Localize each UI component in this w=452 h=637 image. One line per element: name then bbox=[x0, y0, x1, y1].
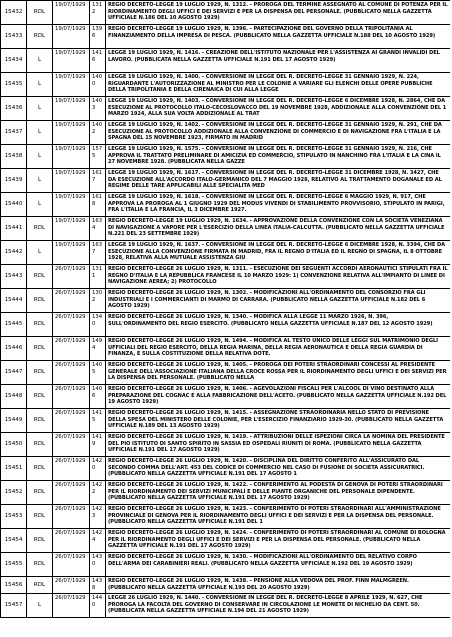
act-type: RDL bbox=[27, 265, 53, 289]
act-description: LEGGE 19 LUGLIO 1929, N. 1617. - CONVERSIONE IN LEGGE DEL R. DECRETO-LEGGE 31 DICEMBRE 1928, N. 3427, CHE DA ESECUZIONE ALL'ACCORDO ITALO-GERMANICO DEL 7 MAGGIO 1928, RELATIVO AL TRATTAMENTO DOGANALE ED AL REGIME DELLE TARE APPLICABILI ALLE SPECIALITA MED bbox=[106, 169, 451, 193]
act-date: 26/07/1929 bbox=[53, 505, 90, 529]
act-number: 1440 bbox=[90, 594, 106, 618]
record-id: 15448 bbox=[1, 385, 27, 409]
act-number: 1438 bbox=[90, 577, 106, 594]
act-description: REGIO DECRETO-LEGGE 26 LUGLIO 1929, N. 1438. - PENSIONE ALLA VEDOVA DEL PROF. FINN MALMGREEN. (PUBBLICATO NELLA GAZZETTA UFFICIALE N.193 DEL 20 AGOSTO 1929) bbox=[106, 577, 451, 594]
act-description: LEGGE 19 LUGLIO 1929, N. 1575. - CONVERSIONE IN LEGGE DEL R. DECRETO-LEGGE 31 GENNAIO 1929, N. 216, CHE APPROVA IL TRATTATO PRELIMINARE DI AMICIZIA ED COMMERCIO, STIPULATO IN NANCHINO FRA L'ITALIA E LA CINA IL 27 NOVEMBRE 1928. (PUBBLICATA NELLA GAZZE bbox=[106, 145, 451, 169]
record-id: 15456 bbox=[1, 577, 27, 594]
record-id: 15436 bbox=[1, 97, 27, 121]
table-row bbox=[1, 385, 451, 409]
act-description: REGIO DECRETO-LEGGE 26 LUGLIO 1929, N. 1420. - DISCIPLINA DEL DIRITTO CONFERITO ALL'ASSICURATO DAL SECONDO COMMA DELL'ART. 453 DEL CODICE DI COMMERCIO NEL CASO DI FUSIONE DI SOCIETA ASSICURATRICI. (PUBBLICATO NELLA GAZZETTA UFFICIALE N.191 DEL 17 AGOSTO 1 bbox=[106, 457, 451, 481]
act-date: 19/07/1929 bbox=[53, 145, 90, 169]
table-row bbox=[1, 577, 451, 594]
act-number: 1634 bbox=[90, 217, 106, 241]
record-id: 15438 bbox=[1, 145, 27, 169]
table-row bbox=[1, 457, 451, 481]
record-id: 15434 bbox=[1, 49, 27, 73]
record-id: 15454 bbox=[1, 529, 27, 553]
act-number: 1400 bbox=[90, 73, 106, 97]
act-number: 1637 bbox=[90, 241, 106, 265]
act-type: L bbox=[27, 97, 53, 121]
act-date: 26/07/1929 bbox=[53, 433, 90, 457]
act-number: 1618 bbox=[90, 193, 106, 217]
act-number: 1415 bbox=[90, 409, 106, 433]
act-description: REGIO DECRETO-LEGGE 19 LUGLIO 1929, N. 1634. - APPROVAZIONE DELLA CONVENZIONE CON LA SOCIETA VENEZIANA DI NAVIGAZIONE A VAPORE PER L'ESERCIZIO DELLA LINEA ITALIA-CALCUTTA. (PUBBLICATO NELLA GAZZETTA UFFICIALE N.221 DEL 23 SETTEMBRE 1929) bbox=[106, 217, 451, 241]
act-date: 26/07/1929 bbox=[53, 265, 90, 289]
act-description: REGIO DECRETO-LEGGE 26 LUGLIO 1929, N. 1405. - PROROGA DEI POTERI STRAORDINARI CONCESSI AL PRESIDENTE GENERALE DELL'ASSOCIAZIONE ITALIANA DELLA CROCE ROSSA PER IL RIORDINAMENTO DEGLI UFFICI E DEI SERVIZI PER LA DISPENSA DEL PERSONALE. (PUBBLICATO NELLA bbox=[106, 361, 451, 385]
act-date: 26/07/1929 bbox=[53, 409, 90, 433]
act-type: L bbox=[27, 169, 53, 193]
act-type: RDL bbox=[27, 433, 53, 457]
record-id: 15455 bbox=[1, 553, 27, 577]
act-date: 26/07/1929 bbox=[53, 289, 90, 313]
act-date: 19/07/1929 bbox=[53, 73, 90, 97]
record-id: 15444 bbox=[1, 289, 27, 313]
act-date: 26/07/1929 bbox=[53, 337, 90, 361]
record-id: 15442 bbox=[1, 241, 27, 265]
table-row bbox=[1, 169, 451, 193]
act-date: 19/07/1929 bbox=[53, 193, 90, 217]
act-type: RDL bbox=[27, 529, 53, 553]
table-row bbox=[1, 505, 451, 529]
table-row bbox=[1, 433, 451, 457]
table-row bbox=[1, 594, 451, 618]
table-row bbox=[1, 73, 451, 97]
act-number: 1396 bbox=[90, 25, 106, 49]
act-type: RDL bbox=[27, 505, 53, 529]
act-type: RDL bbox=[27, 361, 53, 385]
record-id: 15446 bbox=[1, 337, 27, 361]
act-description: REGIO DECRETO-LEGGE 26 LUGLIO 1929, N. 1311. - ESECUZIONE DEI SEGUENTI ACCORDI AERONAUTICI STIPULATI FRA IL REGNO D'ITALIA E LA REPUBBLICA FRANCESE IL 10 MARZO 1929: 1) CONVENZIONE RELATIVA ALL'IMPIANTO DI LINEE DI NAVIGAZIONE AEREA; 2) PROTOCOLLO bbox=[106, 265, 451, 289]
act-number: 1423 bbox=[90, 505, 106, 529]
record-id: 15457 bbox=[1, 594, 27, 618]
act-type: RDL bbox=[27, 457, 53, 481]
act-description: REGIO DECRETO-LEGGE 26 LUGLIO 1929, N. 1406. - AGEVOLAZIONI FISCALI PER L'ALCOOL DI VINO DESTINATO ALLA PREPARAZIONE DEL COGNAC E ALLA FABBRICAZIONE DELL'ACETO. (PUBBLICATO NELLA GAZZETTA UFFICIALE N.192 DEL 19 AGOSTO 1929) bbox=[106, 385, 451, 409]
act-type: L bbox=[27, 193, 53, 217]
act-date: 19/07/1929 bbox=[53, 49, 90, 73]
act-number: 1494 bbox=[90, 337, 106, 361]
table-row bbox=[1, 337, 451, 361]
table-row bbox=[1, 241, 451, 265]
record-id: 15449 bbox=[1, 409, 27, 433]
act-number: 1406 bbox=[90, 385, 106, 409]
act-description: LEGGE 26 LUGLIO 1929, N. 1440. - CONVERSIONE IN LEGGE DEL R. DECRETO-LEGGE 8 APRILE 1929, N. 627, CHE PROROGA LA FACOLTA DEL GOVERNO DI CONSERVARE IN CIRCOLAZIONE LE MONETE DI NICHELIO DA CENT. 50. (PUBBLICATA NELLA GAZZETTA UFFICIALE N.194 DEL 21 AGOSTO 1929) bbox=[106, 594, 451, 618]
act-type: RDL bbox=[27, 553, 53, 577]
act-description: REGIO DECRETO-LEGGE 26 LUGLIO 1929, N. 1494. - MODIFICA AL TESTO UNICO DELLE LEGGI SUL MATRIMONIO DEGLI UFFICIALI DEL REGIO ESERCITO, DELLA REGIA MARINA, DELLA REGIA AERONAUTICA E DELLA REGIA GUARDIA DI FINANZA, E SULLA COSTITUZIONE DELLA RELATIVA DOTE. bbox=[106, 337, 451, 361]
act-type: RDL bbox=[27, 385, 53, 409]
act-type: RDL bbox=[27, 25, 53, 49]
record-id: 15451 bbox=[1, 457, 27, 481]
record-id: 15437 bbox=[1, 121, 27, 145]
table-row bbox=[1, 25, 451, 49]
act-type: RDL bbox=[27, 289, 53, 313]
act-number: 1430 bbox=[90, 553, 106, 577]
act-date: 26/07/1929 bbox=[53, 553, 90, 577]
act-number: 1311 bbox=[90, 265, 106, 289]
act-description: REGIO DECRETO-LEGGE 26 LUGLIO 1929, N. 1430. - MODIFICAZIONI ALL'ORDINAMENTO DEL RELATIVO CORPO DELL'ARMA DEI CARABINIERI REALI. (PUBBLICATO NELLA GAZZETTA UFFICIALE N.192 DEL 19 AGOSTO 1929) bbox=[106, 553, 451, 577]
act-date: 26/07/1929 bbox=[53, 361, 90, 385]
table-row bbox=[1, 217, 451, 241]
table-row bbox=[1, 265, 451, 289]
act-type: RDL bbox=[27, 409, 53, 433]
act-date: 19/07/1929 bbox=[53, 97, 90, 121]
record-id: 15435 bbox=[1, 73, 27, 97]
act-number: 1340 bbox=[90, 313, 106, 337]
record-id: 15447 bbox=[1, 361, 27, 385]
table-row bbox=[1, 193, 451, 217]
act-date: 19/07/1929 bbox=[53, 241, 90, 265]
act-date: 26/07/1929 bbox=[53, 577, 90, 594]
table-row bbox=[1, 361, 451, 385]
act-description: REGIO DECRETO-LEGGE 26 LUGLIO 1929, N. 1302. - MODIFICAZIONI ALL'ORDINAMENTO DEL CONSORZIO FRA GLI INDUSTRIALI E I COMMERCIANTI DI MARMO DI CARRARA. (PUBBLICATO NELLA GAZZETTA UFFICIALE N.182 DEL 6 AGOSTO 1929) bbox=[106, 289, 451, 313]
record-id: 15452 bbox=[1, 481, 27, 505]
act-description: REGIO DECRETO-LEGGE 26 LUGLIO 1929, N. 1340. - MODIFICA ALLA LEGGE 11 MARZO 1926, N. 396, SULL'ORDINAMENTO DEL REGIO ESERCITO. (PUBBLICATO NELLA GAZZETTA UFFICIALE N.187 DEL 12 AGOSTO 1929) bbox=[106, 313, 451, 337]
act-number: 1402 bbox=[90, 121, 106, 145]
table-row bbox=[1, 121, 451, 145]
act-description: REGIO DECRETO-LEGGE 19 LUGLIO 1929, N. 1396. - PARTECIPAZIONE DEL GOVERNO DELLA TRIPOLITANIA AL FINANZIAMENTO DELLA IMPRESA DI PESCA. (PUBBLICATO NELLA GAZZETTA UFFICIALE N.188 DEL 10 AGOSTO 1929) bbox=[106, 25, 451, 49]
act-date: 26/07/1929 bbox=[53, 481, 90, 505]
act-type: RDL bbox=[27, 337, 53, 361]
record-id: 15432 bbox=[1, 1, 27, 25]
act-date: 26/07/1929 bbox=[53, 313, 90, 337]
table-row bbox=[1, 289, 451, 313]
act-number: 1416 bbox=[90, 49, 106, 73]
act-date: 19/07/1929 bbox=[53, 1, 90, 25]
act-type: L bbox=[27, 121, 53, 145]
act-number: 1403 bbox=[90, 97, 106, 121]
act-type: RDL bbox=[27, 481, 53, 505]
act-number: 1424 bbox=[90, 529, 106, 553]
act-date: 19/07/1929 bbox=[53, 169, 90, 193]
act-description: LEGGE 19 LUGLIO 1929, N. 1403. - CONVERSIONE IN LEGGE DEL R. DECRETO-LEGGE 6 DICEMBRE 1928, N. 2864, CHE DA ESECUZIONE AL PROTOCOLLO ITALO-CECOSLOVACCO DEL 19 NOVEMBRE 1928, ADDIZIONALE ALLA CONVENZIONE DEL 1 MARZO 1924, ALLA SUA VOLTA ADDIZIONALE AL TRAT bbox=[106, 97, 451, 121]
table-row bbox=[1, 1, 451, 25]
act-date: 26/07/1929 bbox=[53, 594, 90, 618]
table-row bbox=[1, 529, 451, 553]
record-id: 15439 bbox=[1, 169, 27, 193]
act-description: REGIO DECRETO-LEGGE 19 LUGLIO 1929, N. 1312. - PROROGA DEL TERMINE ASSEGNATO AL COMUNE DI POTENZA PER IL RIORDINAMENTO DEGLI UFFICI E DEI SERVIZI E PER LA DISPENSA DEL PERSONALE. (PUBBLICATO NELLA GAZZETTA UFFICIALE N.186 DEL 10 AGOSTO 1929) bbox=[106, 1, 451, 25]
act-type: RDL bbox=[27, 1, 53, 25]
record-id: 15450 bbox=[1, 433, 27, 457]
table-row bbox=[1, 481, 451, 505]
table-row bbox=[1, 313, 451, 337]
act-number: 1420 bbox=[90, 457, 106, 481]
table-row bbox=[1, 409, 451, 433]
table-row bbox=[1, 97, 451, 121]
act-type: L bbox=[27, 49, 53, 73]
act-type: RDL bbox=[27, 577, 53, 594]
table-row bbox=[1, 145, 451, 169]
act-date: 19/07/1929 bbox=[53, 121, 90, 145]
act-date: 26/07/1929 bbox=[53, 457, 90, 481]
act-description: REGIO DECRETO-LEGGE 26 LUGLIO 1929, N. 1424. - CONFERIMENTO DI POTERI STRAORDINARI AL COMUNE DI BOLOGNA PER IL RIORDINAMENTO DEGLI UFFICI E DEI SERVIZI E PER LA DISPENSA DEL PERSONALE. (PUBBLICATO NELLA GAZZETTA UFFICIALE N.191 DEL 17 AGOSTO 1929) bbox=[106, 529, 451, 553]
act-description: LEGGE 19 LUGLIO 1929, N. 1402. - CONVERSIONE IN LEGGE DEL R. DECRETO-LEGGE 31 GENNAIO 1929, N. 291, CHE DA ESECUZIONE AL PROTOCOLLO ADDIZIONALE ALLA CONVENZIONE DI COMMERCIO E DI NAVIGAZIONE FRA L'ITALIA E LA SPAGNA DEL 15 NOVEMBRE 1923, FIRMATO IN MADRID bbox=[106, 121, 451, 145]
act-type: L bbox=[27, 73, 53, 97]
act-description: REGIO DECRETO-LEGGE 26 LUGLIO 1929, N. 1419. - ATTRIBUZIONI DELLE ISPEZIONI CIRCA LA NOMINA DEL PRESIDENTE DEL PIO ISTITUTO DI SANTO SPIRITO IN SASSIA ED OSPEDALI RIUNITI DI ROMA. (PUBBLICATO NELLA GAZZETTA UFFICIALE N.191 DEL 17 AGOSTO 1929) bbox=[106, 433, 451, 457]
act-description: LEGGE 19 LUGLIO 1929, N. 1618. - CONVERSIONE IN LEGGE DEL R. DECRETO-LEGGE 6 MAGGIO 1929, N. 917, CHE APPROVA LA PROROGA AL 1 GIUGNO 1929 DEL MODUS VIVENDI DI STABILIMENTO PROVVISORIO, STIPULATO IN PARIGI, FRA L'ITALIA E LA FRANCIA, IL 3 DICEMBRE 1927. bbox=[106, 193, 451, 217]
act-type: L bbox=[27, 145, 53, 169]
act-description: LEGGE 19 LUGLIO 1929, N. 1400. - CONVERSIONE IN LEGGE DEL R. DECRETO-LEGGE 31 GENNAIO 1929, N. 224, RIGUARDANTE L'AUTORIZZAZIONE AL MINISTRO PER LE COLONIE A VARIARE GLI ELENCHI DELLE OPERE PUBBLICHE DELLA TRIPOLITANIA E DELLA CIRENAICA DI CUI ALLA LEGGE bbox=[106, 73, 451, 97]
act-number: 1302 bbox=[90, 289, 106, 313]
act-description: REGIO DECRETO-LEGGE 26 LUGLIO 1929, N. 1415. - ASSEGNAZIONE STRAORDINARIA NELLO STATO DI PREVISIONE DELLA SPESA DEL MINISTERO DELLE COLONIE, PER L'ESERCIZIO FINANZIARIO 1929-30. (PUBBLICATO NELLA GAZZETTA UFFICIALE N.189 DEL 13 AGOSTO 1929) bbox=[106, 409, 451, 433]
act-number: 1419 bbox=[90, 433, 106, 457]
act-description: REGIO DECRETO-LEGGE 26 LUGLIO 1929, N. 1423. - CONFERIMENTO DI POTERI STRAORDINARI ALL'AMMINISTRAZIONE PROVINCIALE DI GENOVA PER IL RIORDINAMENTO DEGLI UFFICI E DEI SERVIZI E PER LA DISPENSA DEL PERSONALE. (PUBBLICATO NELLA GAZZETTA UFFICIALE N.191 DEL 1 bbox=[106, 505, 451, 529]
act-description: REGIO DECRETO-LEGGE 26 LUGLIO 1929, N. 1422. - CONFERIMENTO AL PODESTA DI GENOVA DI POTERI STRAORDINARI PER IL RIORDINAMENTO DEI SERVIZI MUNICIPALI E DELLE PIANTE ORGANICHE DEL PERSONALE DIPENDENTE. (PUBBLICATO NELLA GAZZETTA UFFICIALE N.191 DEL 17 AGOSTO 1929) bbox=[106, 481, 451, 505]
act-date: 26/07/1929 bbox=[53, 529, 90, 553]
record-id: 15453 bbox=[1, 505, 27, 529]
table-row bbox=[1, 49, 451, 73]
act-number: 1422 bbox=[90, 481, 106, 505]
act-type: L bbox=[27, 594, 53, 618]
act-date: 19/07/1929 bbox=[53, 217, 90, 241]
record-id: 15443 bbox=[1, 265, 27, 289]
record-id: 15440 bbox=[1, 193, 27, 217]
act-type: RDL bbox=[27, 217, 53, 241]
act-date: 19/07/1929 bbox=[53, 25, 90, 49]
act-number: 1405 bbox=[90, 361, 106, 385]
act-number: 1617 bbox=[90, 169, 106, 193]
record-id: 15441 bbox=[1, 217, 27, 241]
act-description: LEGGE 19 LUGLIO 1929, N. 1637. - CONVERSIONE IN LEGGE DEL R. DECRETO-LEGGE 6 DICEMBRE 1928, N. 3394, CHE DA ESECUZIONE ALLA CONVENZIONE FIRMATA IN MADRID, FRA IL REGNO D'ITALIA ED IL REGNO DI SPAGNA, IL 8 OTTOBRE 1928, RELATIVA ALLA MUTUALE ASSISTENZA GIU bbox=[106, 241, 451, 265]
act-type: L bbox=[27, 241, 53, 265]
record-id: 15445 bbox=[1, 313, 27, 337]
table-row bbox=[1, 553, 451, 577]
laws-table-body bbox=[1, 1, 451, 618]
act-number: 1575 bbox=[90, 145, 106, 169]
act-date: 26/07/1929 bbox=[53, 385, 90, 409]
act-description: LEGGE 19 LUGLIO 1929, N. 1416. - CREAZIONE DELL'ISTITUTO NAZIONALE PER L'ASSISTENZA AI GRANDI INVALIDI DEL LAVORO. (PUBBLICATA NELLA GAZZETTA UFFICIALE N.191 DEL 17 AGOSTO 1929) bbox=[106, 49, 451, 73]
act-number: 1312 bbox=[90, 1, 106, 25]
record-id: 15433 bbox=[1, 25, 27, 49]
act-type: RDL bbox=[27, 313, 53, 337]
